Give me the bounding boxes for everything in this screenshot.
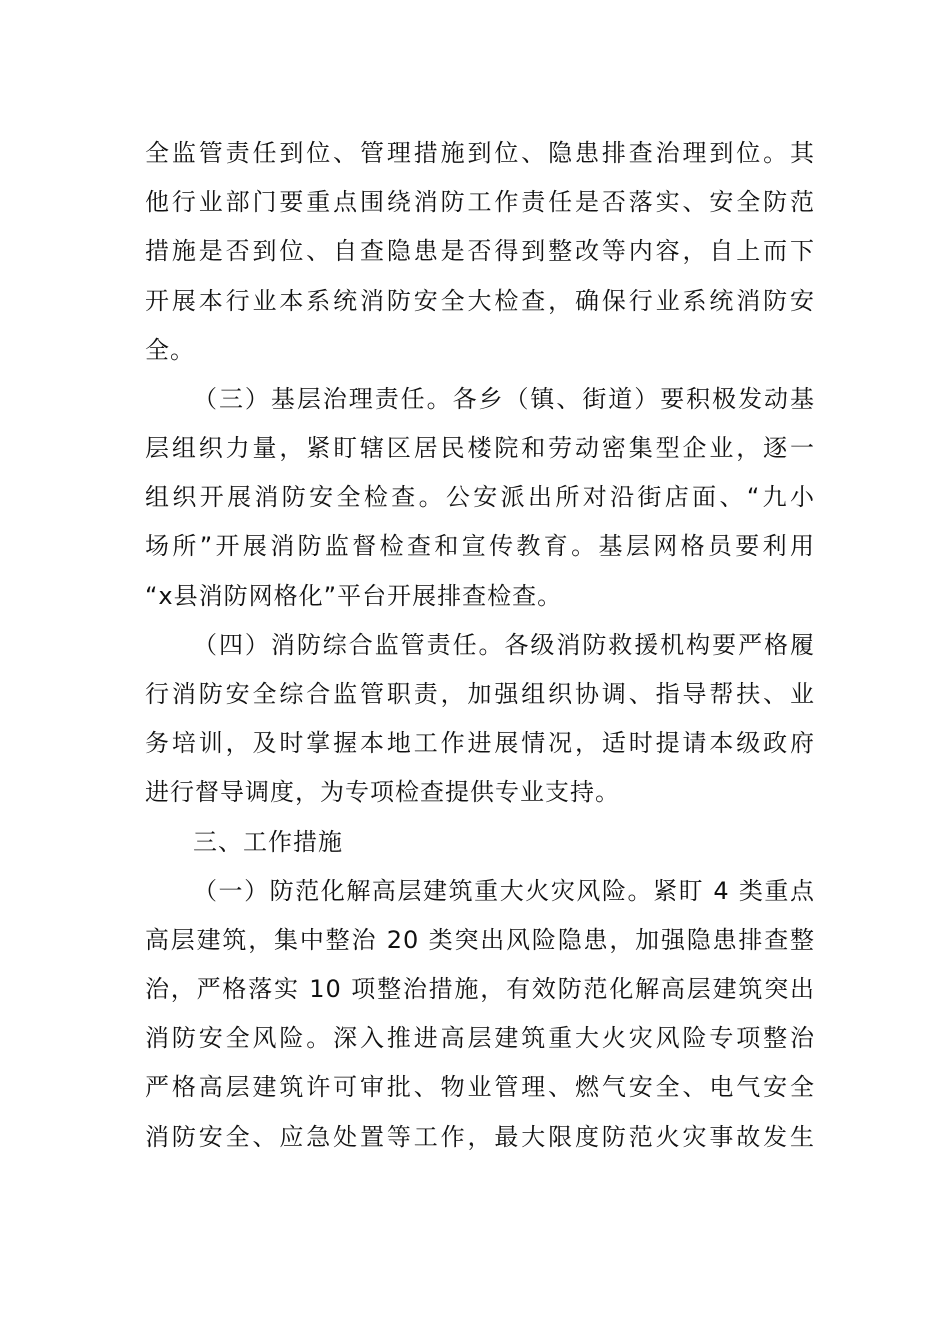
paragraph-line: （一）防范化解高层建筑重大火灾风险。紧盯 4 类重点 bbox=[193, 877, 815, 905]
paragraph-line: 消防安全、应急处置等工作，最大限度防范火灾事故发生 bbox=[145, 1123, 815, 1151]
section-heading: 三、工作措施 bbox=[193, 828, 343, 856]
paragraph-line: 务培训，及时掌握本地工作进展情况，适时提请本级政府 bbox=[145, 729, 815, 757]
paragraph-line: 严格高层建筑许可审批、物业管理、燃气安全、电气安全 bbox=[145, 1073, 815, 1101]
paragraph-line: 治，严格落实 10 项整治措施，有效防范化解高层建筑突出 bbox=[145, 975, 815, 1003]
paragraph-line: 措施是否到位、自查隐患是否得到整改等内容，自上而下 bbox=[145, 237, 815, 265]
paragraph-line: 组织开展消防安全检查。公安派出所对沿街店面、“九小 bbox=[145, 483, 815, 511]
paragraph-line: 开展本行业本系统消防安全大检查，确保行业系统消防安 bbox=[145, 287, 815, 315]
paragraph-line: 全。 bbox=[145, 336, 195, 364]
paragraph-line: （三）基层治理责任。各乡（镇、街道）要积极发动基 bbox=[193, 385, 815, 413]
paragraph-line: “x县消防网格化”平台开展排查检查。 bbox=[145, 582, 563, 610]
paragraph-line: 消防安全风险。深入推进高层建筑重大火灾风险专项整治 bbox=[145, 1024, 815, 1052]
paragraph-line: 全监管责任到位、管理措施到位、隐患排查治理到位。其 bbox=[145, 139, 815, 167]
paragraph-line: 场所”开展消防监督检查和宣传教育。基层网格员要利用 bbox=[145, 532, 815, 560]
paragraph-line: 层组织力量，紧盯辖区居民楼院和劳动密集型企业，逐一 bbox=[145, 434, 815, 462]
paragraph-line: （四）消防综合监管责任。各级消防救援机构要严格履 bbox=[193, 631, 815, 659]
paragraph-line: 进行督导调度，为专项检查提供专业支持。 bbox=[145, 778, 620, 806]
paragraph-line: 行消防安全综合监管职责，加强组织协调、指导帮扶、业 bbox=[145, 680, 815, 708]
paragraph-line: 他行业部门要重点围绕消防工作责任是否落实、安全防范 bbox=[145, 188, 815, 216]
paragraph-line: 高层建筑，集中整治 20 类突出风险隐患，加强隐患排查整 bbox=[145, 926, 815, 954]
